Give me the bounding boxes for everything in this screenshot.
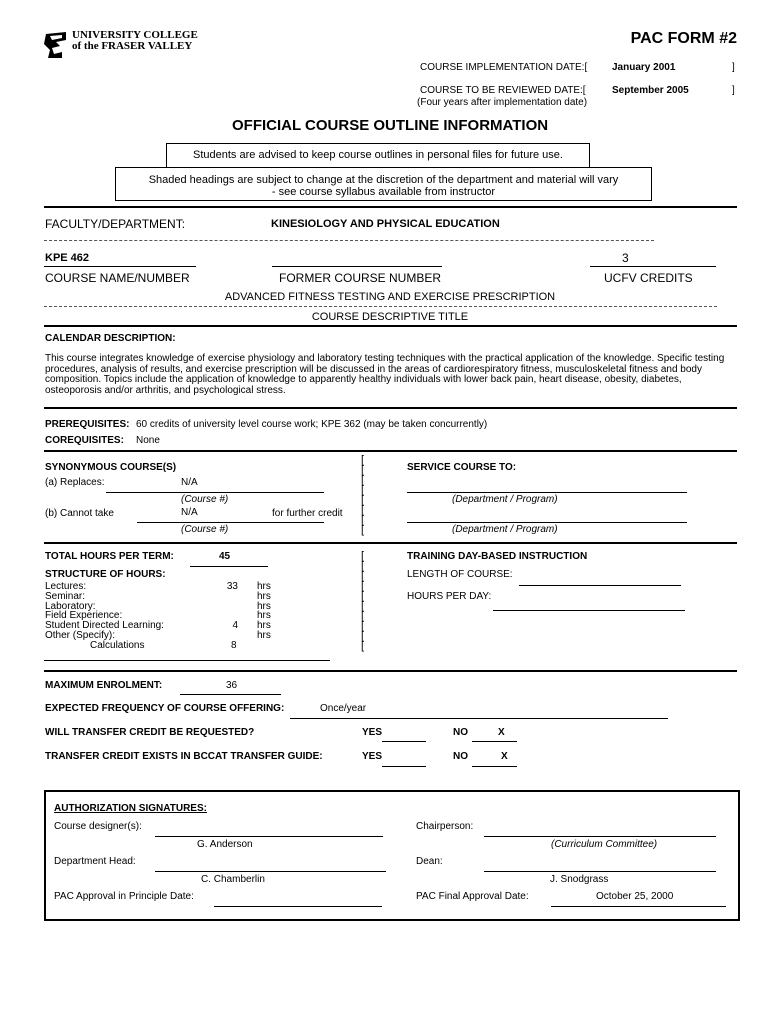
replaces-rule xyxy=(106,492,324,493)
page-title: OFFICIAL COURSE OUTLINE INFORMATION xyxy=(232,117,549,134)
hours-per-day-label: HOURS PER DAY: xyxy=(407,591,492,602)
head-label: Department Head: xyxy=(54,856,136,867)
impl-date-label: COURSE IMPLEMENTATION DATE:[ xyxy=(420,62,588,73)
prereq-value: 60 credits of university level course work; KPE 362 (may be taken concurrently) xyxy=(136,419,488,430)
coreq-value: None xyxy=(136,435,160,446)
logo-line1: UNIVERSITY COLLEGE xyxy=(72,29,198,41)
head-name: C. Chamberlin xyxy=(201,874,265,885)
service-heading: SERVICE COURSE TO: xyxy=(407,462,517,473)
bccat-no-mark: X xyxy=(501,751,508,762)
bccat-question: TRANSFER CREDIT EXISTS IN BCCAT TRANSFER GUIDE: xyxy=(45,751,323,762)
hours-row-unit: hrs xyxy=(257,581,271,592)
bccat-no-rule xyxy=(472,766,517,767)
dept-program-label: (Department / Program) xyxy=(452,524,558,535)
authorization-box xyxy=(44,790,740,921)
hours-per-day-rule xyxy=(493,610,685,611)
former-number-rule xyxy=(272,266,442,267)
hours-row-value xyxy=(218,592,238,602)
designer-name: G. Anderson xyxy=(197,839,253,850)
ufv-logo xyxy=(44,29,198,60)
calendar-line: composition. Topics include the application of knowledge to apparently healthy individuals with lower back pain, heart disease, obesity, diabetes, xyxy=(45,374,682,385)
transfer-question: WILL TRANSFER CREDIT BE REQUESTED? xyxy=(45,727,255,738)
replaces-value: N/A xyxy=(181,477,198,488)
course-hash-label: (Course #) xyxy=(181,524,229,535)
prereq-label: PREREQUISITES: xyxy=(45,419,130,430)
impl-date-bracket: ] xyxy=(732,62,735,73)
frequency-rule xyxy=(290,718,668,719)
structure-heading: STRUCTURE OF HOURS: xyxy=(45,569,166,580)
hours-row-label: Field Experience: xyxy=(45,610,123,622)
max-enrolment-value: 36 xyxy=(226,680,238,691)
pac-final-value: October 25, 2000 xyxy=(596,891,674,902)
divider xyxy=(44,542,737,544)
bccat-yes-rule xyxy=(382,766,426,767)
dean-signature-line xyxy=(484,871,716,872)
divider xyxy=(44,670,737,672)
divider xyxy=(44,407,737,409)
hours-row-unit: hrs xyxy=(257,590,271,602)
course-number: KPE 462 xyxy=(45,252,90,264)
hours-labels xyxy=(45,582,164,641)
hours-row-label: Student Directed Learning: xyxy=(45,620,164,632)
calendar-description xyxy=(45,354,724,396)
course-title: ADVANCED FITNESS TESTING AND EXERCISE PRESCRIPTION xyxy=(224,291,556,303)
hours-row-unit: hrs xyxy=(257,600,271,612)
form-title: PAC FORM #2 xyxy=(630,30,737,47)
hours-rule xyxy=(44,660,330,661)
chair-label: Chairperson: xyxy=(416,821,474,832)
max-enrolment-label: MAXIMUM ENROLMENT: xyxy=(45,680,163,691)
calendar-line: procedures, analysis of results, and exercise prescription will be discussed in the areas of cardiorespiratory fitness, musculoskeletal fitness and body xyxy=(45,363,702,375)
divider xyxy=(44,325,737,327)
service-rule-2 xyxy=(407,522,687,523)
dean-name: J. Snodgrass xyxy=(550,874,609,885)
pac-principle-line xyxy=(214,906,382,907)
bccat-no-label: NO xyxy=(453,751,468,762)
further-credit-label: for further credit xyxy=(272,508,343,519)
credits-label: UCFV CREDITS xyxy=(604,271,693,285)
faculty-rule xyxy=(44,240,654,241)
cannot-take-value: N/A xyxy=(181,507,198,518)
review-date-bracket: ] xyxy=(732,85,735,96)
shaded-notice-box xyxy=(115,167,652,201)
course-number-label: COURSE NAME/NUMBER xyxy=(45,271,190,285)
bccat-yes-label: YES xyxy=(362,751,383,762)
course-title-label: COURSE DESCRIPTIVE TITLE xyxy=(311,311,469,323)
bracket-column: [ [ [ [ [ [ [ [ xyxy=(361,454,365,536)
calendar-line: This course integrates knowledge of exercise physiology and laboratory testing techniques with the practical application of the knowledge. Specific testing xyxy=(45,353,725,364)
logo-line2: of the FRASER VALLEY xyxy=(72,40,193,52)
hours-row-label: Lectures: xyxy=(45,581,87,592)
course-credits: 3 xyxy=(622,251,629,265)
replaces-label: (a) Replaces: xyxy=(45,477,105,488)
cannot-take-rule xyxy=(137,522,324,523)
frequency-value: Once/year xyxy=(320,703,367,714)
max-enrolment-rule xyxy=(180,694,281,695)
pac-principle-label: PAC Approval in Principle Date: xyxy=(54,891,194,902)
service-rule-1 xyxy=(407,492,687,493)
pac-final-line xyxy=(551,906,726,907)
coreq-label: COREQUISITES: xyxy=(45,435,124,446)
faculty-value: KINESIOLOGY AND PHYSICAL EDUCATION xyxy=(271,218,500,230)
notice-text: Students are advised to keep course outlines in personal files for future use. xyxy=(193,149,563,161)
hours-row-unit: hrs xyxy=(257,629,271,641)
hours-units xyxy=(257,582,271,641)
pac-final-label: PAC Final Approval Date: xyxy=(416,891,529,902)
transfer-no-label: NO xyxy=(453,727,468,738)
course-number-rule xyxy=(44,266,196,267)
training-heading: TRAINING DAY-BASED INSTRUCTION xyxy=(407,551,588,562)
divider xyxy=(44,450,737,452)
review-note: (Four years after implementation date) xyxy=(417,97,588,108)
dept-program-label: (Department / Program) xyxy=(452,494,558,505)
hours-row-value: 33 xyxy=(226,581,238,592)
total-hours-rule xyxy=(190,566,268,567)
transfer-no-mark: X xyxy=(498,727,505,738)
hours-row-label: Laboratory: xyxy=(45,600,96,612)
shaded-notice-line2: - see course syllabus available from instructor xyxy=(271,186,496,198)
hours-row-label: Seminar: xyxy=(45,590,86,602)
logo-mark-icon xyxy=(44,30,70,60)
hours-values xyxy=(218,582,238,641)
calculations-value: 8 xyxy=(231,640,237,651)
frequency-label: EXPECTED FREQUENCY OF COURSE OFFERING: xyxy=(45,703,285,714)
designer-signature-line xyxy=(155,836,383,837)
bracket-column: [ [ [ [ [ [ [ [ [ [ xyxy=(361,550,365,652)
total-hours-value: 45 xyxy=(219,551,231,562)
former-number-label: FORMER COURSE NUMBER xyxy=(279,271,442,285)
course-title-rule xyxy=(44,306,717,307)
course-hash-label: (Course #) xyxy=(181,494,229,505)
calendar-line: osteoporosis and/or arthritis, and psychological stress. xyxy=(45,384,286,396)
calendar-heading: CALENDAR DESCRIPTION: xyxy=(45,333,176,344)
hours-row-value xyxy=(218,602,238,612)
hours-row-label: Other (Specify): xyxy=(45,629,116,641)
review-date-label: COURSE TO BE REVIEWED DATE:[ xyxy=(420,85,586,96)
impl-date-value: January 2001 xyxy=(612,62,676,73)
hours-row-value: 4 xyxy=(232,620,238,632)
cannot-take-label: (b) Cannot take xyxy=(45,508,114,519)
credits-rule xyxy=(590,266,716,267)
length-label: LENGTH OF COURSE: xyxy=(407,569,513,580)
shaded-notice-line1: Shaded headings are subject to change at the discretion of the department and material will vary xyxy=(148,174,619,186)
chair-note: (Curriculum Committee) xyxy=(551,839,658,850)
divider xyxy=(44,206,737,208)
transfer-no-rule xyxy=(472,741,517,742)
hours-row-unit: hrs xyxy=(257,610,271,622)
head-signature-line xyxy=(155,871,386,872)
total-hours-label: TOTAL HOURS PER TERM: xyxy=(45,551,174,562)
calculations-label: Calculations xyxy=(90,640,145,651)
hours-row-unit: hrs xyxy=(257,620,271,632)
synonymous-heading: SYNONYMOUS COURSE(S) xyxy=(45,462,177,473)
faculty-label: FACULTY/DEPARTMENT: xyxy=(45,217,186,231)
transfer-yes-rule xyxy=(382,741,426,742)
chair-signature-line xyxy=(484,836,716,837)
review-date-value: September 2005 xyxy=(612,85,689,96)
length-rule xyxy=(519,585,681,586)
transfer-yes-label: YES xyxy=(362,727,383,738)
notice-box xyxy=(166,143,590,168)
designer-label: Course designer(s): xyxy=(54,821,142,832)
auth-heading: AUTHORIZATION SIGNATURES: xyxy=(54,803,207,814)
dean-label: Dean: xyxy=(416,856,443,867)
